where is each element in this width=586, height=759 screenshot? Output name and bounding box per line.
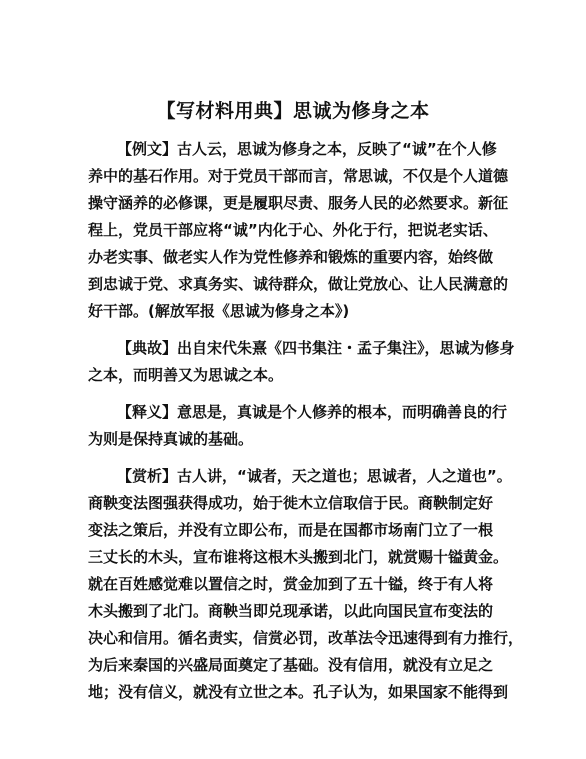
- text-line: 木头搬到了北门。商鞅当即兑现承诺，以此向国民宣布变法的: [88, 602, 494, 620]
- text-line: 好干部。(解放军报《思诚为修身之本》): [88, 302, 350, 320]
- text-line: 程上，党员干部应将“诚”内化于心、外化于行，把说老实话、: [88, 221, 498, 239]
- text-line: 商鞅变法图强获得成功，始于徙木立信取信于民。商鞅制定好: [88, 494, 494, 512]
- document-title: 【写材料用典】思诚为修身之本: [156, 100, 430, 122]
- text-line: 三丈长的木头，宣布谁将这根木头搬到北门，就赏赐十镒黄金。: [88, 548, 509, 566]
- text-line: 【释义】意思是，真诚是个人修养的根本，而明确善良的行: [117, 403, 508, 421]
- text-line: 操守涵养的必修课，更是履职尽责、服务人民的必然要求。新征: [88, 194, 509, 212]
- text-line: 【典故】出自宋代朱熹《四书集注・孟子集注》，思诚为修身: [117, 339, 515, 357]
- text-line: 决心和信用。循名责实，信赏必罚，改革法令迅速得到有力推行，: [88, 629, 524, 647]
- text-line: 【例文】古人云，思诚为修身之本，反映了“诚”在个人修: [117, 140, 497, 158]
- paragraph-example: [88, 136, 508, 325]
- text-line: 到忠诚于党、求真务实、诚待群众，做让党放心、让人民满意的: [88, 275, 509, 293]
- paragraph-allusion: [88, 335, 515, 389]
- paragraph-meaning: [88, 399, 508, 453]
- text-line: 为则是保持真诚的基础。: [88, 430, 254, 448]
- text-line: 就在百姓感觉难以置信之时，赏金加到了五十镒，终于有人将: [88, 575, 494, 593]
- document-body: [88, 136, 524, 716]
- text-line: 地；没有信义，就没有立世之本。孔子认为，如果国家不能得到: [88, 683, 509, 701]
- text-line: 养中的基石作用。对于党员干部而言，常思诚，不仅是个人道德: [88, 167, 509, 185]
- text-line: 为后来秦国的兴盛局面奠定了基础。没有信用，就没有立足之: [88, 656, 494, 674]
- text-line: 变法之策后，并没有立即公布，而是在国都市场南门立了一根: [88, 521, 494, 539]
- text-line: 【赏析】古人讲，“诚者，天之道也；思诚者，人之道也”。: [117, 467, 512, 485]
- text-line: 办老实事、做老实人作为党性修养和锻炼的重要内容，始终做: [88, 248, 494, 266]
- text-line: 之本，而明善又为思诚之本。: [88, 366, 284, 384]
- paragraph-appreciation: [88, 463, 524, 706]
